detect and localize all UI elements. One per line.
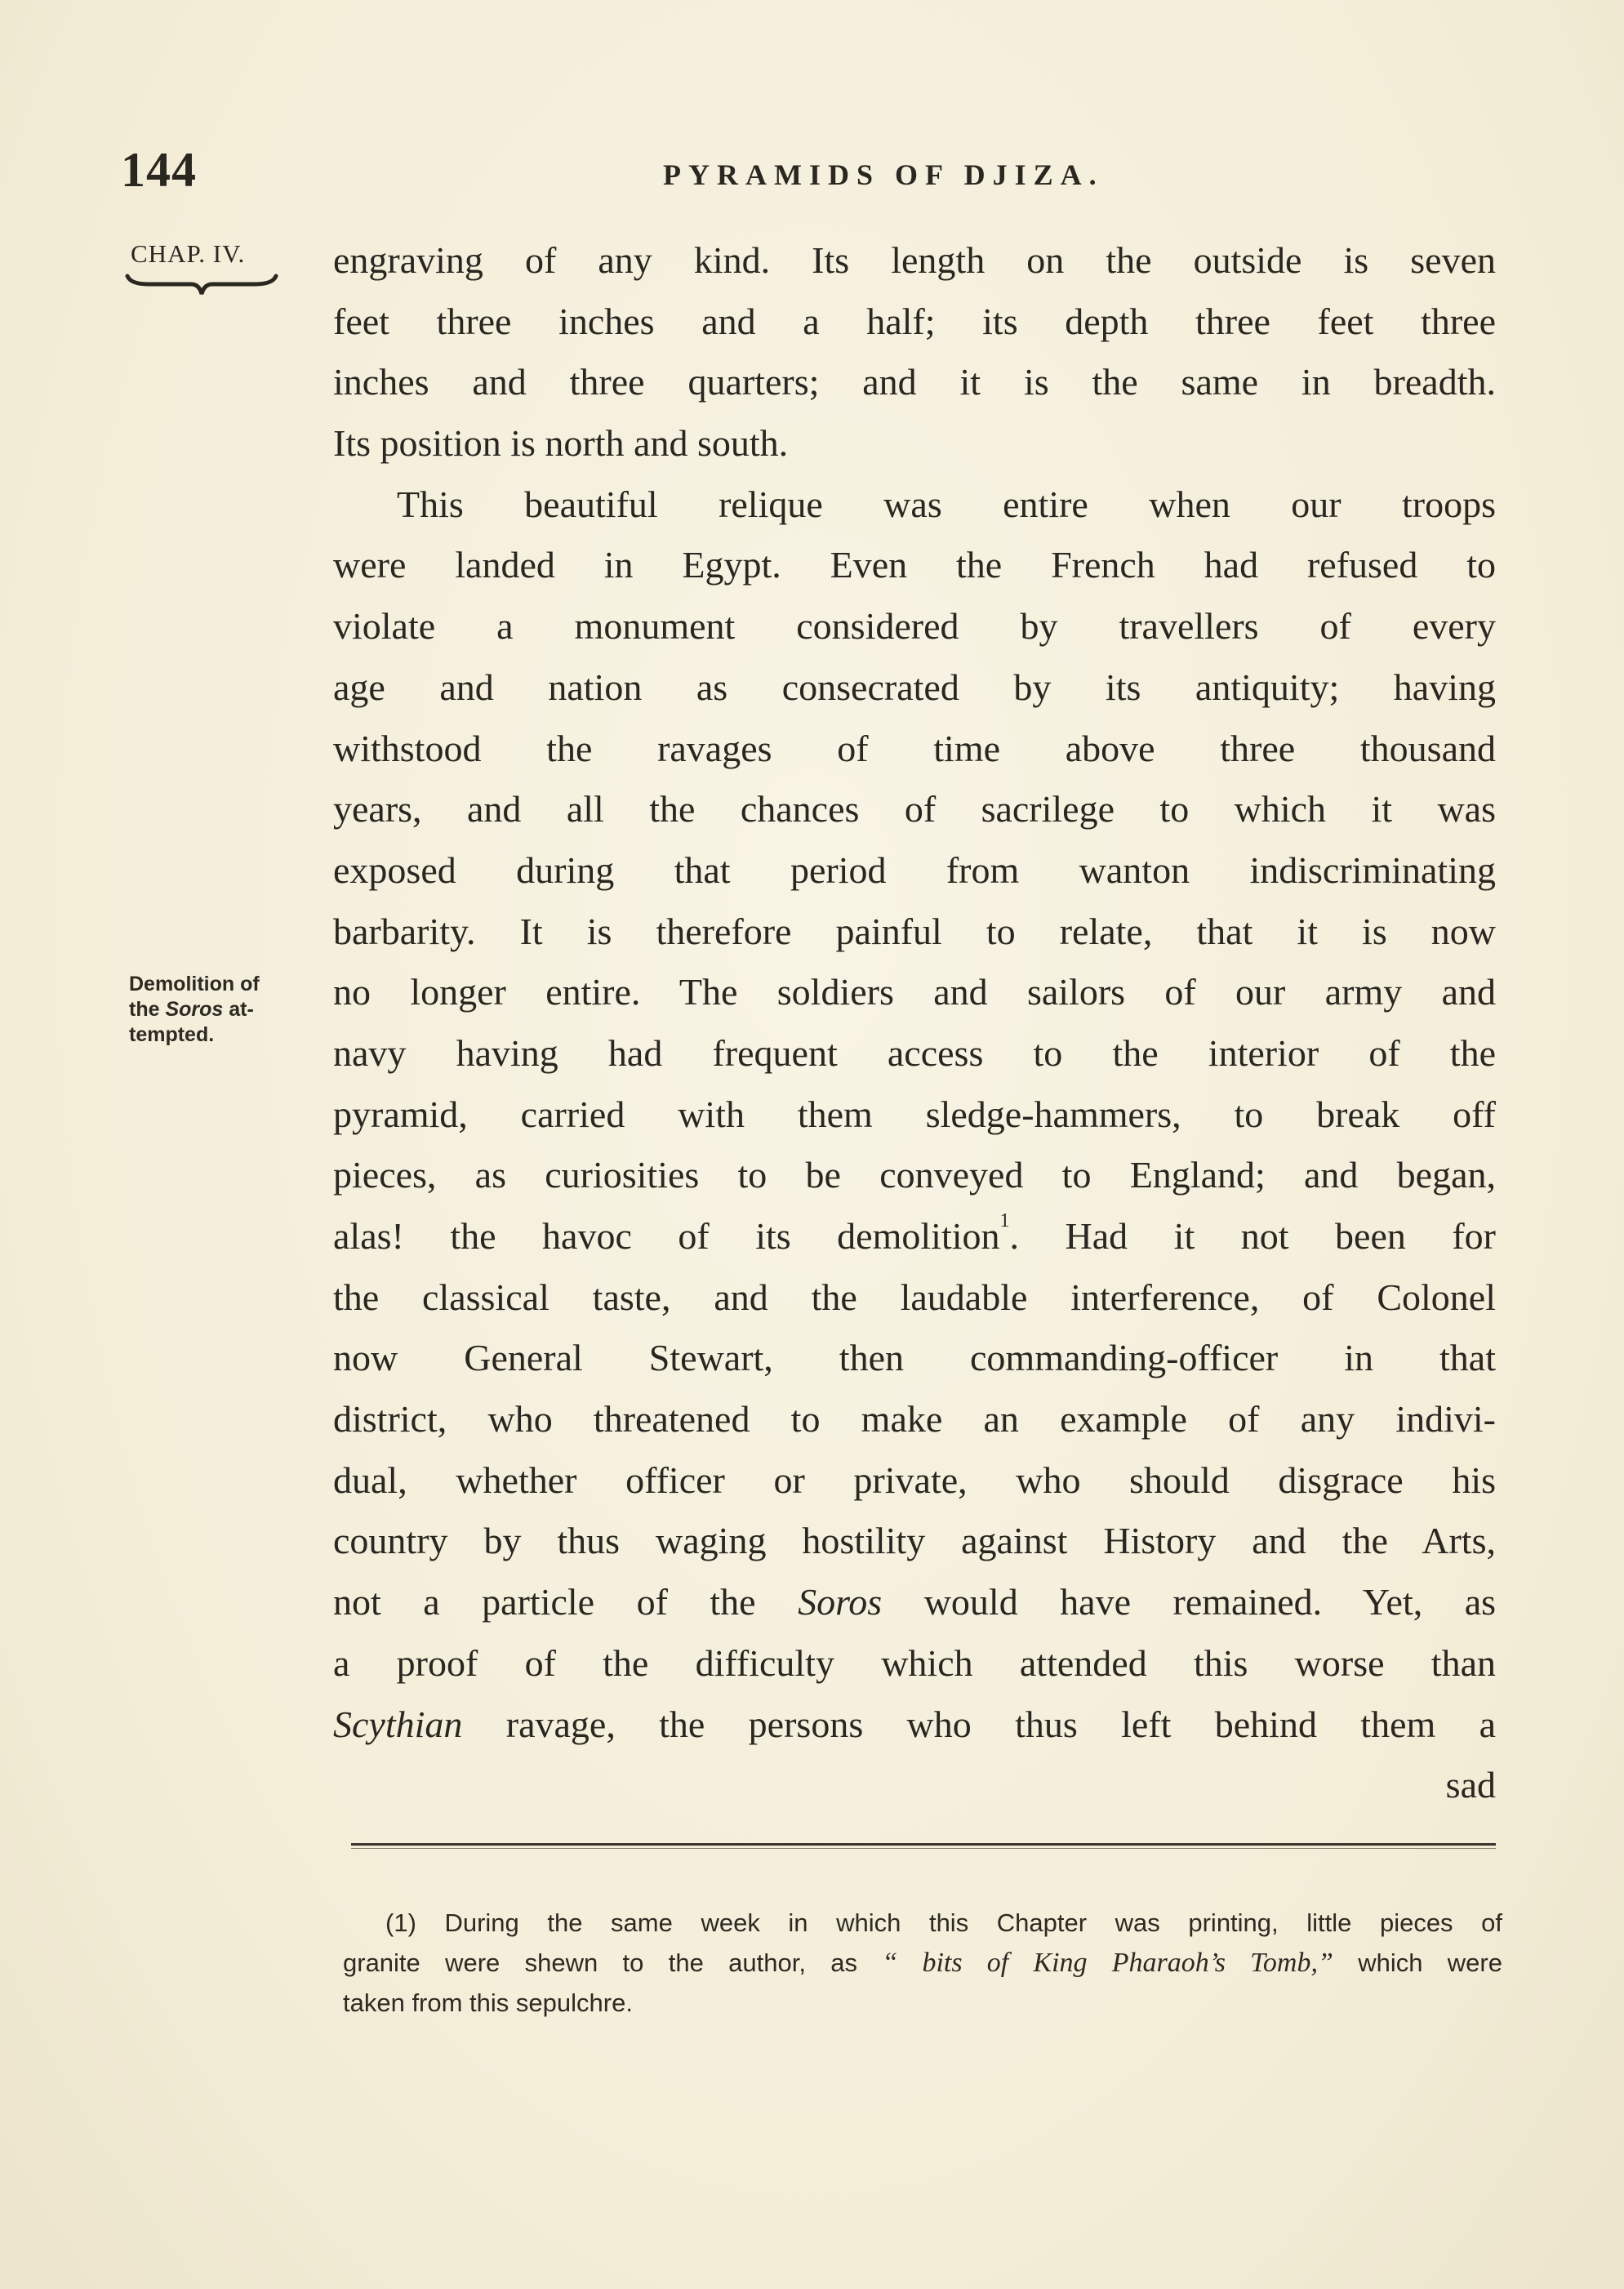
text-segment: ravage, the persons who thus left behind them a [505,1703,1497,1745]
page-number: 144 [121,143,197,197]
footnote-rule [351,1843,1496,1846]
footnote [343,1903,1502,2023]
text-segment: . Had it not been for [1009,1215,1497,1257]
footnote-quote: “ bits of King Pharaoh’s Tomb,” [882,1948,1333,1978]
text-line [333,1572,1496,1633]
text-line: were landed in Egypt. Even the French had refused to [333,544,1496,586]
text-line: now General Stewart, then commanding-officer in that [333,1337,1496,1379]
footnote-line: taken from this sepulchre. [343,1988,633,2017]
text-line: the classical taste, and the laudable interference, of Colonel [333,1276,1496,1318]
text-segment: not a particle of the [333,1581,756,1623]
text-line: engraving of any kind. Its length on the outside is seven [333,239,1496,281]
text-line: inches and three quarters; and it is the same in breadth. [333,361,1496,403]
footnote-segment: granite were shewn to the author, as [343,1948,857,1977]
text-line: country by thus waging hostility against History and the Arts, [333,1520,1496,1562]
footnote-marker: 1 [999,1210,1010,1231]
catchword: sad [1445,1764,1496,1806]
margin-note-line: tempted. [129,1023,215,1046]
text-line: barbarity. It is therefore painful to relate, that it is now [333,910,1496,952]
text-segment: alas! the havoc of its demolition [333,1215,1000,1257]
text-line [333,1206,1496,1267]
text-line: Its position is north and south. [333,422,789,465]
footnote-rule-thin [351,1848,1496,1849]
text-line: This beautiful relique was entire when our troops [397,483,1496,525]
chapter-label: CHAP. IV. [131,239,246,268]
text-line: years, and all the chances of sacrilege to which it was [333,788,1496,831]
text-line [333,1694,1496,1756]
footnote-segment: which were [1358,1948,1502,1977]
text-line: dual, whether officer or private, who should disgrace his [333,1458,1496,1501]
margin-note-line [129,997,317,1022]
footnote-line [343,1943,1502,1983]
text-line: exposed during that period from wanton indiscriminating [333,848,1496,891]
text-line: withstood the ravages of time above three thousand [333,727,1496,769]
margin-note-word: at- [229,998,254,1021]
margin-note [129,972,317,1048]
text-segment: would have remained. Yet, as [923,1581,1497,1623]
text-line: pyramid, carried with them sledge-hammers, to break off [333,1093,1496,1135]
body-text [333,230,1496,1816]
text-line: no longer entire. The soldiers and sailors of our army and [333,971,1496,1013]
footnote-line: (1) During the same week in which this Chapter was printing, little pieces of [385,1908,1502,1937]
margin-note-word: the [129,998,160,1021]
margin-note-italic: Soros [165,998,224,1021]
chapter-brace-ornament [124,269,279,302]
text-line: district, who threatened to make an example of any indivi- [333,1398,1496,1441]
text-line: violate a monument considered by travellers of every [333,605,1496,648]
italic-word: Soros [798,1581,883,1623]
text-line: a proof of the difficulty which attended this worse than [333,1641,1496,1684]
text-line: feet three inches and a half; its depth three feet three [333,300,1496,342]
running-title: PYRAMIDS OF DJIZA. [663,158,1104,191]
italic-word: Scythian [333,1703,463,1745]
margin-note-line: Demolition of [129,973,260,995]
text-line: pieces, as curiosities to be conveyed to England; and began, [333,1154,1496,1196]
text-line: navy having had frequent access to the interior of the [333,1031,1496,1074]
text-line: age and nation as consecrated by its antiquity; having [333,666,1496,708]
